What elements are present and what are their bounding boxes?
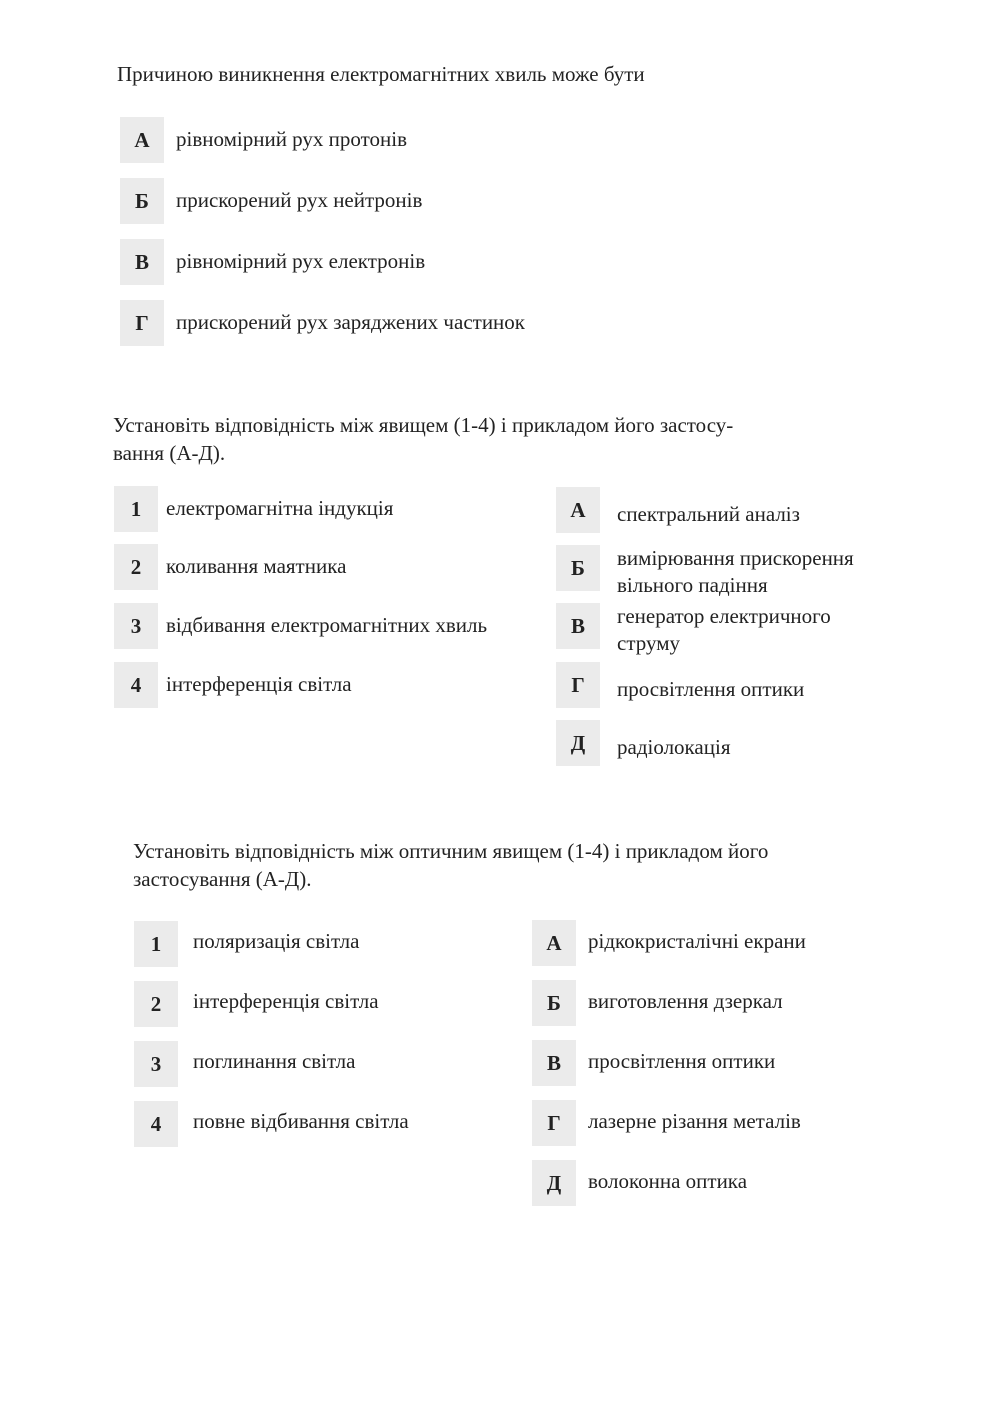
- q2-right-b-letter[interactable]: Б: [556, 545, 600, 591]
- q3-right-a-text: рідкокристалічні екрани: [588, 929, 806, 953]
- q2-right-b-text-line1: вимірювання прискорення: [617, 546, 854, 570]
- q3-right-v-text: просвітлення оптики: [588, 1049, 776, 1073]
- q1-option-b-text: прискорений рух нейтронів: [176, 188, 423, 212]
- q2-left-4-num[interactable]: 4: [114, 662, 158, 708]
- q3-right-g-letter[interactable]: Г: [532, 1100, 576, 1146]
- q2-right-v-text: [617, 603, 831, 657]
- q2-right-a-text: спектральний аналіз: [617, 502, 800, 526]
- q1-question: Причиною виникнення електромагнітних хвиль може бути: [117, 62, 645, 86]
- q3-right-a-letter[interactable]: А: [532, 920, 576, 966]
- q3-right-d-letter[interactable]: Д: [532, 1160, 576, 1206]
- q3-right-v-letter[interactable]: В: [532, 1040, 576, 1086]
- q3-right-b-text: виготовлення дзеркал: [588, 989, 783, 1013]
- q2-left-4-text: інтерференція світла: [166, 672, 352, 696]
- q3-left-3-num[interactable]: 3: [134, 1041, 178, 1087]
- q2-right-d-text: радіолокація: [617, 735, 731, 759]
- q3-question-line1: Установіть відповідність між оптичним явищем (1-4) і прикладом його: [133, 839, 769, 863]
- q1-option-a-text: рівномірний рух протонів: [176, 127, 407, 151]
- q1-option-v-text: рівномірний рух електронів: [176, 249, 426, 273]
- q3-left-1-num[interactable]: 1: [134, 921, 178, 967]
- q3-right-d-text: волоконна оптика: [588, 1169, 748, 1193]
- q1-option-a-letter[interactable]: А: [120, 117, 164, 163]
- q2-right-b-text-line2: вільного падіння: [617, 573, 768, 597]
- q2-left-2-text: коливання маятника: [166, 554, 347, 578]
- q3-left-1-text: поляризація світла: [193, 929, 360, 953]
- q2-question-line2: вання (А-Д).: [113, 441, 226, 465]
- q1-option-b-letter[interactable]: Б: [120, 178, 164, 224]
- q2-left-2-num[interactable]: 2: [114, 544, 158, 590]
- q2-right-g-letter[interactable]: Г: [556, 662, 600, 708]
- q2-left-3-text: відбивання електромагнітних хвиль: [166, 613, 488, 637]
- q2-right-d-letter[interactable]: Д: [556, 720, 600, 766]
- q3-right-g-text: лазерне різання металів: [588, 1109, 801, 1133]
- q2-right-v-text-line2: струму: [617, 631, 680, 655]
- q3-question-line2: застосування (А-Д).: [133, 867, 312, 891]
- q3-left-2-num[interactable]: 2: [134, 981, 178, 1027]
- q2-left-3-num[interactable]: 3: [114, 603, 158, 649]
- q3-left-3-text: поглинання світла: [193, 1049, 356, 1073]
- q2-left-1-text: електромагнітна індукція: [166, 496, 394, 520]
- q3-left-4-text: повне відбивання світла: [193, 1109, 409, 1133]
- q3-right-b-letter[interactable]: Б: [532, 980, 576, 1026]
- q2-question: [113, 411, 882, 467]
- q2-question-line1: Установіть відповідність між явищем (1-4) і прикладом його застосу-: [113, 413, 734, 437]
- q2-right-g-text: просвітлення оптики: [617, 677, 805, 701]
- q1-option-g-text: прискорений рух заряджених частинок: [176, 310, 525, 334]
- q2-right-v-letter[interactable]: В: [556, 603, 600, 649]
- q3-left-4-num[interactable]: 4: [134, 1101, 178, 1147]
- q2-right-v-text-line1: генератор електричного: [617, 604, 831, 628]
- q2-left-1-num[interactable]: 1: [114, 486, 158, 532]
- q1-option-v-letter[interactable]: В: [120, 239, 164, 285]
- q2-right-a-letter[interactable]: А: [556, 487, 600, 533]
- q3-left-2-text: інтерференція світла: [193, 989, 379, 1013]
- q3-question: [133, 837, 768, 893]
- q2-right-b-text: [617, 545, 854, 599]
- q1-option-g-letter[interactable]: Г: [120, 300, 164, 346]
